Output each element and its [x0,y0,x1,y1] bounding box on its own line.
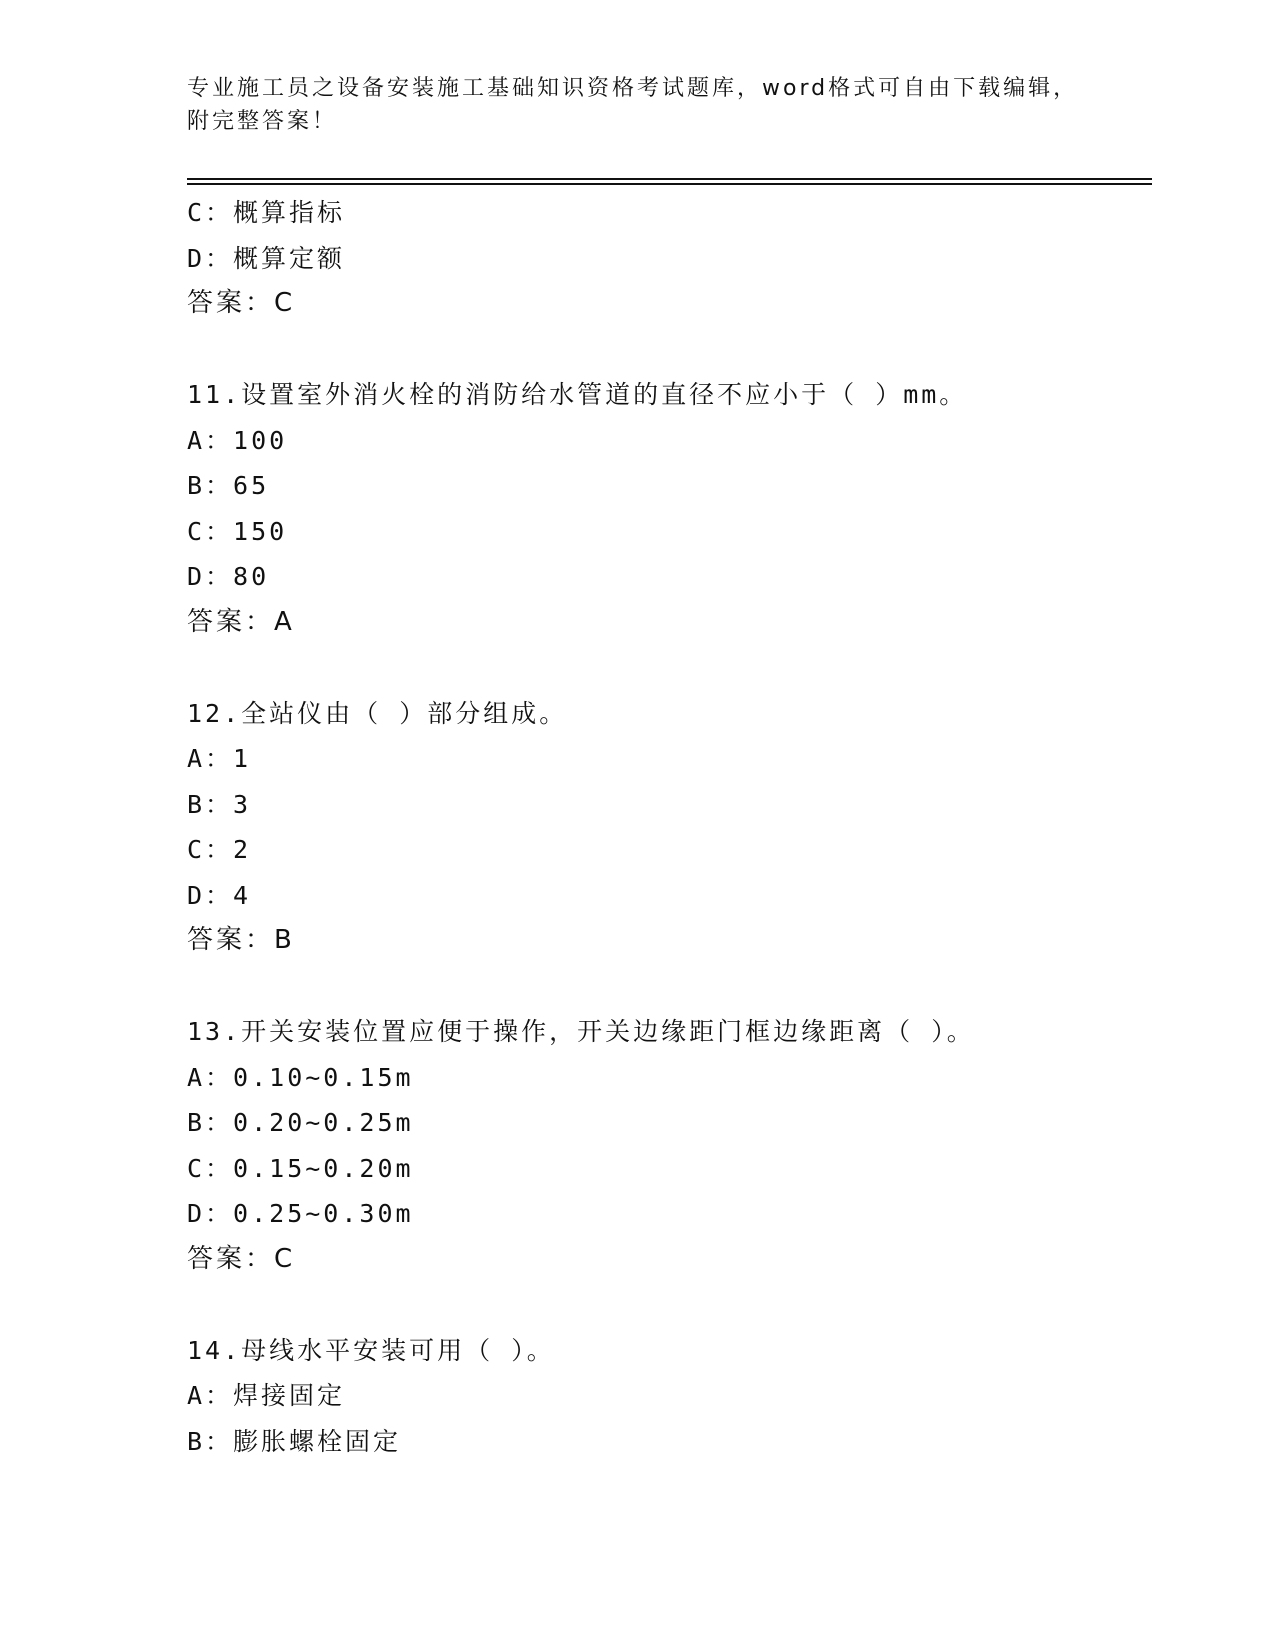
answer-line: 答案：A [187,606,295,637]
option-d: D：80 [187,562,270,591]
question-13 [187,1009,1152,1282]
option-a: A：焊接固定 [187,1381,346,1410]
option-c: C：2 [187,835,252,864]
option-c: C：150 [187,516,288,546]
question-title: 13.开关安装位置应便于操作，开关边缘距门框边缘距离（ ）。 [187,1017,975,1046]
question-title: 12.全站仪由（ ）部分组成。 [187,698,568,728]
header-divider-bottom [187,183,1152,185]
option-d: D：概算定额 [187,243,346,273]
option-a: A：0.10~0.15m [187,1062,414,1092]
spacer [187,1282,1152,1328]
question-continued [187,190,1152,327]
option-a: A：100 [187,425,288,455]
question-list [187,190,1152,1464]
header-divider-top [187,178,1152,180]
option-a: A：1 [187,744,252,773]
option-b: B：3 [187,789,252,819]
header-line-1: 专业施工员之设备安装施工基础知识资格考试题库，word格式可自由下载编辑， [187,76,1079,101]
question-title: 14.母线水平安装可用（ ）。 [187,1335,555,1365]
question-title: 11.设置室外消火栓的消防给水管道的直径不应小于（ ）mm。 [187,380,968,409]
answer-line: 答案：B [187,925,295,955]
question-11 [187,372,1152,645]
option-b: B：0.20~0.25m [187,1108,414,1137]
spacer [187,645,1152,691]
header-line-2: 附完整答案！ [187,109,338,134]
option-d: D：4 [187,880,252,910]
spacer [187,964,1152,1010]
document-header [187,72,1107,138]
question-12 [187,691,1152,964]
option-d: D：0.25~0.30m [187,1199,414,1228]
answer-line: 答案：C [187,1243,296,1274]
question-14 [187,1328,1152,1465]
spacer [187,327,1152,373]
option-b: B：65 [187,471,270,500]
option-c: C：0.15~0.20m [187,1153,414,1183]
answer-line: 答案：C [187,288,296,318]
option-c: C：概算指标 [187,198,346,227]
option-b: B：膨胀螺栓固定 [187,1426,402,1456]
